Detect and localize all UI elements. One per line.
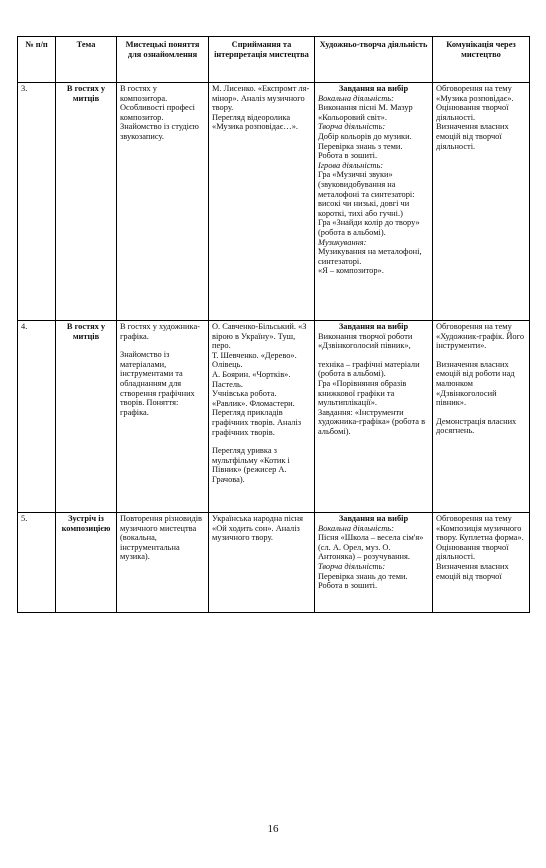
header-creative: Художньо-творча діяльність bbox=[315, 37, 433, 83]
row-concepts bbox=[117, 513, 209, 613]
creative-line: Виконання пісні М. Мазур «Кольоровий світ». bbox=[318, 103, 413, 122]
row-topic: В гостях у митців bbox=[56, 321, 117, 513]
creative-line: Виконання творчої роботи «Дзвінкоголосий півник», bbox=[318, 331, 413, 351]
creative-line: Перевірка знань з теми. bbox=[318, 141, 403, 151]
perception-line: О. Савченко-Більський. «З вірою в Україну». Туш, перо. bbox=[212, 322, 307, 351]
row-perception bbox=[209, 513, 315, 613]
perception-line: Перегляд прикладів графічних творів. Аналіз графічних творів. bbox=[212, 408, 302, 437]
creative-line bbox=[318, 351, 429, 360]
activity-type-label: Ігрова діяльність: bbox=[318, 160, 384, 170]
row-communication bbox=[433, 321, 530, 513]
task-choice-heading: Завдання на вибір bbox=[338, 322, 409, 331]
row-communication bbox=[433, 83, 530, 321]
header-communication: Комунікація через мистецтво bbox=[433, 37, 530, 83]
lesson-plan-table bbox=[17, 36, 530, 613]
activity-type-label: Вокальна діяльність: bbox=[318, 93, 394, 103]
row-perception bbox=[209, 321, 315, 513]
perception-line: Українська народна пісня «Ой ходить сон». Аналіз музичного твору. bbox=[212, 514, 304, 543]
row-number: 3. bbox=[18, 83, 56, 321]
communication-line: Визначення власних емоцій від творчої діяльності. bbox=[436, 122, 509, 151]
communication-line: Оцінювання творчої діяльності. bbox=[436, 542, 509, 562]
communication-line bbox=[436, 351, 526, 360]
activity-type-label: Творча діяльність: bbox=[318, 561, 386, 571]
row-topic: В гостях у митців bbox=[56, 83, 117, 321]
communication-line: Обговорення на тему «Музика розповідає». bbox=[436, 84, 514, 103]
table-header-row bbox=[18, 37, 530, 83]
creative-line: Музикування на металофоні, синтезаторі. bbox=[318, 247, 422, 266]
task-choice-heading: Завдання на вибір bbox=[338, 84, 409, 93]
row-concepts bbox=[117, 321, 209, 513]
activity-type-label: Вокальна діяльність: bbox=[318, 523, 394, 533]
creative-line: «Я – композитор». bbox=[318, 266, 384, 276]
activity-type-label: Музикування: bbox=[318, 237, 367, 247]
perception-line: Учнівська робота. «Равлик». Фломастери. bbox=[212, 389, 295, 408]
communication-line: Визначення власних емоцій від роботи над малюнком «Дзвінкоголосий півник». bbox=[436, 359, 515, 408]
creative-line: Гра «Знайди колір до твору» (робота в альбомі). bbox=[318, 218, 420, 237]
concepts-line bbox=[120, 341, 205, 350]
row-topic: Зустріч із композицією bbox=[56, 513, 117, 613]
header-topic: Тема bbox=[56, 37, 117, 83]
creative-line: Добір кольорів до музики. bbox=[318, 131, 412, 141]
row-perception bbox=[209, 83, 315, 321]
task-choice-heading: Завдання на вибір bbox=[338, 514, 409, 523]
concepts-line: Повторення різновидів музичного мистецтва (вокальна, інструментальна музика). bbox=[120, 514, 203, 562]
row-communication bbox=[433, 513, 530, 613]
communication-line: Оцінювання творчої діяльності. bbox=[436, 103, 509, 122]
row-creative bbox=[315, 513, 433, 613]
page-number: 16 bbox=[267, 823, 279, 835]
row-creative bbox=[315, 83, 433, 321]
creative-line: Гра «Музичні звуки» (звуковидобування на металофоні та синтезаторі: високі чи низькі, довгі чи короткі, тихі або гучні.) bbox=[318, 170, 415, 218]
concepts-line: В гостях у художника-графіка. bbox=[120, 322, 200, 341]
perception-line: М. Лисенко. «Експромт ля-мінор». Аналіз музичного твору. bbox=[212, 84, 310, 113]
table-row bbox=[18, 83, 530, 321]
communication-line: Обговорення на тему «Композиція музичного твору. Куплетна форма». bbox=[436, 514, 524, 543]
header-number: № п/п bbox=[18, 37, 56, 83]
perception-line: Перегляд уривка з мультфільму «Котик і Півник» (режисер А. Грачова). bbox=[212, 446, 290, 484]
creative-line: Перевірка знань до теми. Робота в зошиті. bbox=[318, 571, 408, 591]
header-concepts: Мистецькі поняття для ознайомлення bbox=[117, 37, 209, 83]
communication-line: Визначення власних емоцій від творчої bbox=[436, 561, 509, 581]
concepts-line: В гостях у композитора. bbox=[120, 84, 168, 103]
creative-line: Робота в зошиті. bbox=[318, 151, 378, 161]
communication-line bbox=[436, 408, 526, 417]
activity-type-label: Творча діяльність: bbox=[318, 122, 386, 132]
table-row bbox=[18, 513, 530, 613]
row-number: 4. bbox=[18, 321, 56, 513]
communication-line: Демонстрація власних досягнень. bbox=[436, 416, 517, 436]
creative-line: Пісня «Школа – весела сім'я» (сл. А. Орел, муз. О. Антоняка) – розучування. bbox=[318, 533, 424, 562]
perception-line: Т. Шевченко. «Дерево». Олівець. bbox=[212, 350, 297, 370]
creative-line: техніка – графічні матеріали (робота в альбомі). bbox=[318, 359, 420, 379]
perception-line bbox=[212, 437, 311, 446]
perception-line: Перегляд відеоролика «Музика розповідає…». bbox=[212, 112, 299, 132]
row-creative bbox=[315, 321, 433, 513]
concepts-line: Знайомство із матеріалами, інструментами та обладнанням для створення графічних творів. Поняття: графіка. bbox=[120, 350, 195, 417]
row-concepts bbox=[117, 83, 209, 321]
concepts-line: Особливості професі композитор. bbox=[120, 103, 196, 122]
row-number: 5. bbox=[18, 513, 56, 613]
table-row bbox=[18, 321, 530, 513]
creative-line: Гра «Порівняння образів книжкової графіки та мультиплікації». bbox=[318, 378, 407, 408]
communication-line: Обговорення на тему «Художник-графік. Його інструменти». bbox=[436, 322, 525, 351]
creative-line: Завдання: «Інструменти художника-графіка» (робота в альбомі). bbox=[318, 407, 426, 436]
concepts-line: Знайомство із студією звукозапису. bbox=[120, 122, 199, 141]
header-perception: Сприймання та інтерпретація мистецтва bbox=[209, 37, 315, 83]
perception-line: А. Боярин. «Чортків». Пастель. bbox=[212, 369, 291, 389]
